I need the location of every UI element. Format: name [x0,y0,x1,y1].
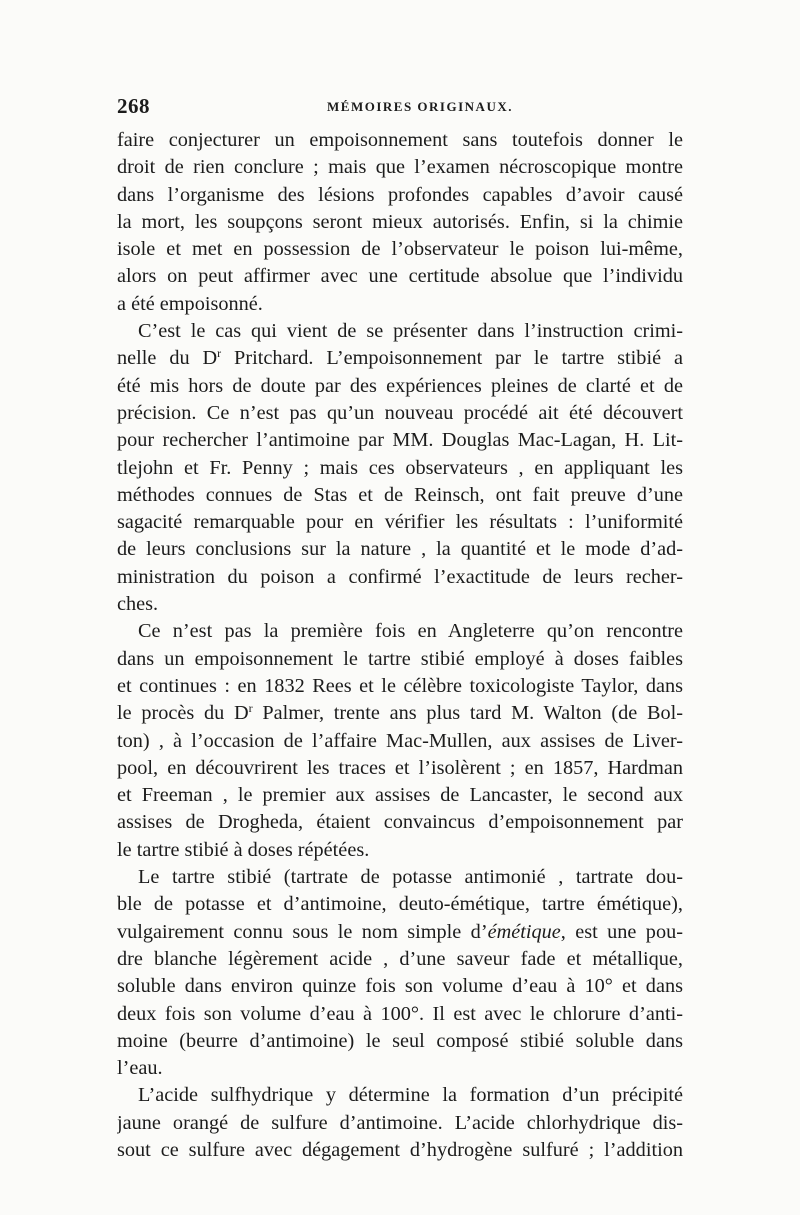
text-line: dans l’organisme des lésions profondes capables d’avoir causé [117,183,683,206]
text-line: C’est le cas qui vient de se présenter dans l’instruction crimi- [138,320,683,343]
text-segment: vulgairement connu sous le nom simple d’ [117,920,488,943]
superscript: r [217,346,222,361]
text-segment: Palmer, trente ans plus tard M. Walton (de Bol- [252,702,683,725]
text-line: L’acide sulfhydrique y détermine la formation d’un précipité [138,1084,683,1107]
text-line: Ce n’est pas la première fois en Angleterre qu’on rencontre [138,620,683,643]
text-segment: nelle du D [117,347,218,370]
text-line: isole et met en possession de l’observateur le poison lui-même, [117,238,683,261]
text-line: soluble dans environ quinze fois son volume d’eau à 10° et dans [117,975,683,998]
text-line: tlejohn et Fr. Penny ; mais ces observateurs , en appliquant les [117,456,683,479]
text-line [117,919,683,946]
text-line: été mis hors de doute par des expériences pleines de clarté et de [117,374,683,397]
body-text [117,127,683,1164]
text-line: ches. [117,593,159,616]
text-segment: Pritchard. L’empoisonnement par le tartre stibié a [221,347,683,370]
page-number: 268 [117,94,150,118]
text-line: sagacité remarquable pour en vérifier les résultats : l’uniformité [117,511,683,534]
text-line: précision. Ce n’est pas qu’un nouveau procédé ait été découvert [117,401,683,424]
text-line: ble de potasse et d’antimoine, deuto-émétique, tartre émétique), [117,893,683,916]
text-line: de leurs conclusions sur la nature , la quantité et le mode d’ad- [117,538,683,561]
text-segment: le procès du D [117,702,249,725]
text-line: sout ce sulfure avec dégagement d’hydrogène sulfuré ; l’addition [117,1138,683,1161]
text-line: jaune orangé de sulfure d’antimoine. L’acide chlorhydrique dis- [117,1111,683,1134]
text-line: moine (beurre d’antimoine) le seul composé stibié soluble dans [117,1029,683,1052]
text-line [117,345,683,372]
text-line: ton) , à l’occasion de l’affaire Mac-Mullen, aux assises de Liver- [117,729,683,752]
text-line: ministration du poison a confirmé l’exactitude de leurs recher- [117,565,683,588]
text-line: assises de Drogheda, étaient convaincus d’empoisonnement par [117,811,683,834]
text-line: dans un empoisonnement le tartre stibié employé à doses faibles [117,647,683,670]
superscript: r [248,701,253,716]
italic-term: émétique [487,920,561,943]
text-line: dre blanche légèrement acide , d’une saveur fade et métallique, [117,947,683,970]
text-line: Le tartre stibié (tartrate de potasse antimonié , tartrate dou- [138,866,683,889]
text-line: droit de rien conclure ; mais que l’examen nécroscopique montre [117,156,683,179]
text-line: et continues : en 1832 Rees et le célèbre toxicologiste Taylor, dans [117,674,683,697]
text-line: a été empoisonné. [117,292,263,315]
text-line: l’eau. [117,1057,163,1080]
text-line: alors on peut affirmer avec une certitude absolue que l’individu [117,265,683,288]
text-line: deux fois son volume d’eau à 100°. Il est avec le chlorure d’anti- [117,1002,683,1025]
text-line: pour rechercher l’antimoine par MM. Douglas Mac-Lagan, H. Lit- [117,429,683,452]
running-head: MÉMOIRES ORIGINAUX. [327,99,513,114]
text-line: la mort, les soupçons seront mieux autorisés. Enfin, si la chimie [117,210,683,233]
text-line: le tartre stibié à doses répétées. [117,838,370,861]
text-line [117,700,683,727]
text-line: méthodes connues de Stas et de Reinsch, ont fait preuve d’une [117,483,683,506]
text-line: pool, en découvrirent les traces et l’isolèrent ; en 1857, Hardman [117,756,683,779]
text-line: et Freeman , le premier aux assises de Lancaster, le second aux [117,784,683,807]
text-segment: , est une pou- [560,920,683,943]
page-header [117,94,683,122]
text-line: faire conjecturer un empoisonnement sans toutefois donner le [117,129,683,151]
